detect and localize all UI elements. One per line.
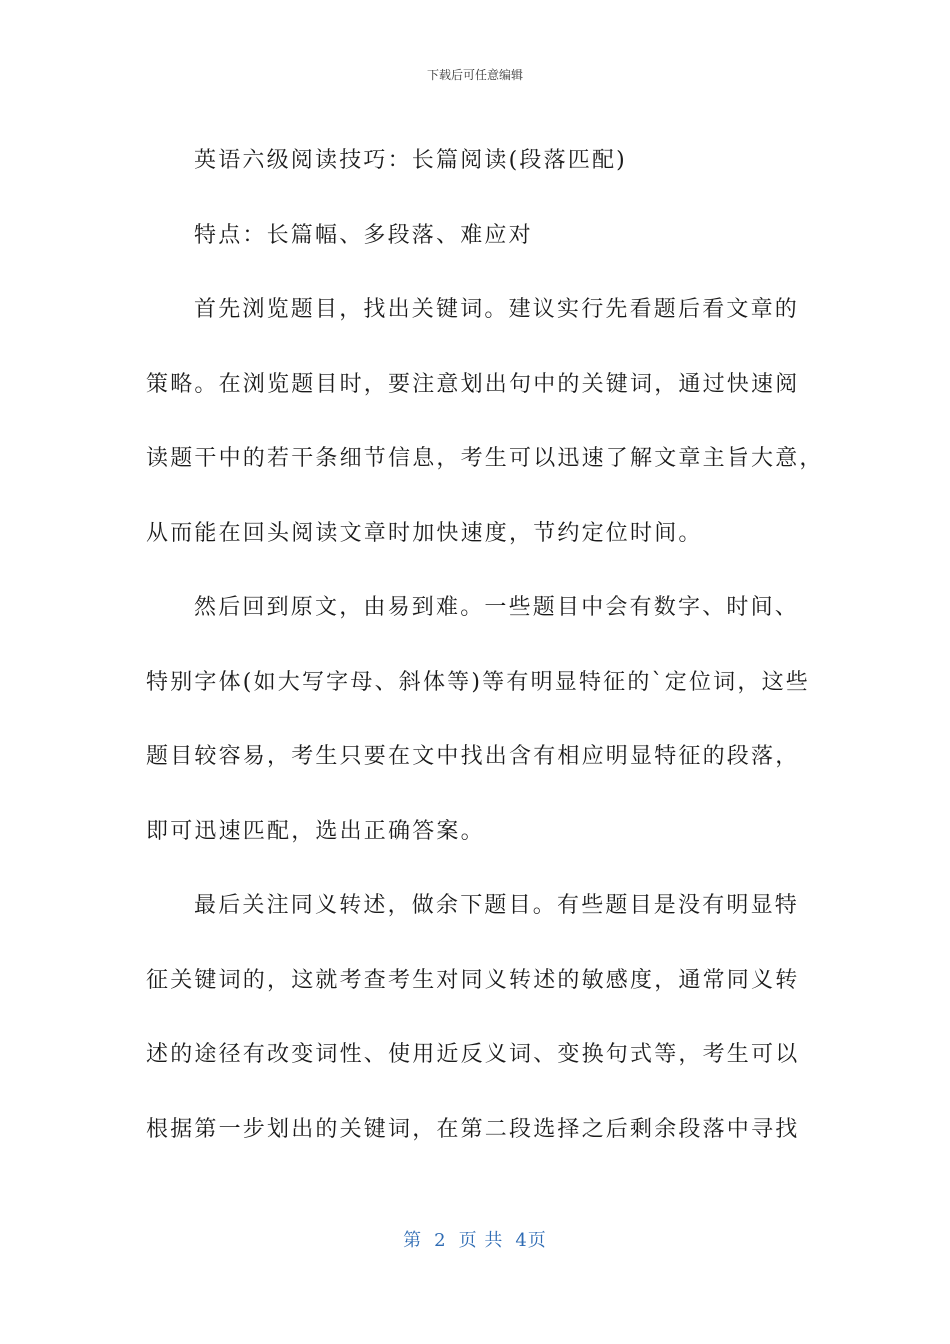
paragraph-line: 从而能在回头阅读文章时加快速度，节约定位时间。	[146, 520, 703, 546]
page-footer	[0, 1226, 950, 1252]
document-body	[146, 124, 824, 1167]
paragraph-line: 即可迅速匹配，选出正确答案。	[146, 818, 485, 844]
paragraph-line: 读题干中的若干条细节信息，考生可以迅速了解文章主旨大意，	[146, 446, 824, 471]
paragraph-line: 策略。在浏览题目时，要注意划出句中的关键词，通过快速阅	[146, 371, 800, 397]
paragraph-line: 最后关注同义转述，做余下题目。有些题目是没有明显特	[194, 893, 800, 918]
paragraph-line: 征关键词的，这就考查考生对同义转述的敏感度，通常同义转	[146, 967, 800, 993]
paragraph-3	[146, 869, 814, 1167]
paragraph-2	[146, 571, 814, 869]
page-label-prefix: 第	[403, 1230, 423, 1251]
paragraph-line: 述的途径有改变词性、使用近反义词、变换句式等，考生可以	[146, 1042, 800, 1067]
page-number: 2	[434, 1230, 447, 1251]
document-title: 英语六级阅读技巧：长篇阅读(段落匹配)	[194, 148, 627, 173]
header-note: 下载后可任意编辑	[426, 68, 523, 82]
paragraph-line: 题目较容易，考生只要在文中找出含有相应明显特征的段落，	[146, 744, 800, 769]
document-subtitle: 特点：长篇幅、多段落、难应对	[194, 222, 533, 248]
paragraph-line: 首先浏览题目，找出关键词。建议实行先看题后看文章的	[194, 297, 800, 322]
paragraph-line: 特别字体(如大写字母、斜体等)等有明显特征的`定位词，这些	[146, 669, 810, 695]
paragraph-line: 根据第一步划出的关键词，在第二段选择之后剩余段落中寻找	[146, 1116, 800, 1142]
total-pages: 4页	[515, 1230, 547, 1251]
paragraph-1	[146, 273, 824, 571]
page-label-mid: 页 共	[458, 1230, 504, 1251]
paragraph-line: 然后回到原文，由易到难。一些题目中会有数字、时间、	[194, 595, 800, 620]
